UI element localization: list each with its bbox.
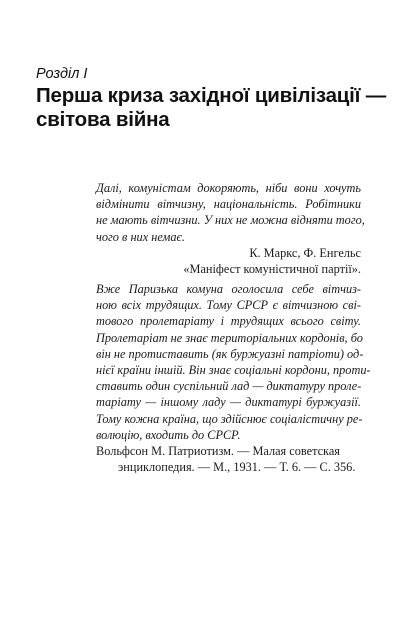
chapter-label: Розділ I: [36, 66, 88, 82]
epigraph-marx-engels: [96, 180, 365, 277]
attribution-line: К. Маркс, Ф. Енгельс: [249, 245, 361, 260]
quote-line: не мають вітчизни. У них не можна відняти того,: [96, 213, 365, 228]
chapter-title: [36, 84, 386, 132]
quote-line: чого в них немає.: [96, 229, 185, 244]
quote-line: Тому кожна країна, що здійснює соціалістичну ре-: [96, 411, 363, 426]
quote-line: нієї країни іншій. Він знає соціальні кордони, проти-: [96, 363, 371, 378]
epigraph-quote: [96, 281, 371, 443]
quote-line: Вже Паризька комуна оголосила себе вітчиз-: [96, 282, 361, 296]
quote-line: ставить один суспільний лад — диктатуру проле-: [96, 379, 362, 394]
quote-line: таріату — іншому ладу — диктатурі буржуазії.: [96, 395, 361, 410]
attribution-line: энциклопедия. — М., 1931. — Т. 6. — С. 356.: [118, 460, 356, 475]
epigraph-volfson: [96, 281, 371, 475]
epigraph-quote: [96, 180, 365, 245]
epigraph-attribution: [96, 245, 361, 277]
quote-line: відмінити вітчизну, національність. Робітники: [96, 197, 361, 212]
epigraph-attribution: [96, 443, 361, 475]
chapter-title-line: Перша криза західної цивілізації —: [36, 84, 387, 107]
quote-line: він не протиставить (як буржуазні патріоти) од-: [96, 346, 364, 361]
quote-line: ною всіх трудящих. Тому СРСР є вітчизною сві-: [96, 298, 361, 313]
attribution-line: Вольфсон М. Патриотизм. — Малая советская: [96, 444, 340, 459]
chapter-title-line: світова війна: [36, 108, 170, 131]
quote-line: тового пролетаріату і трудящих всього світу.: [96, 314, 361, 329]
quote-line: Далі, комуністам докоряють, ніби вони хочуть: [96, 181, 361, 195]
quote-line: Пролетаріат не знає територіальних кордонів, бо: [96, 330, 363, 345]
quote-line: волюцію, входить до СРСР.: [96, 427, 241, 442]
attribution-line: «Маніфест комуністичної партії».: [183, 262, 361, 277]
